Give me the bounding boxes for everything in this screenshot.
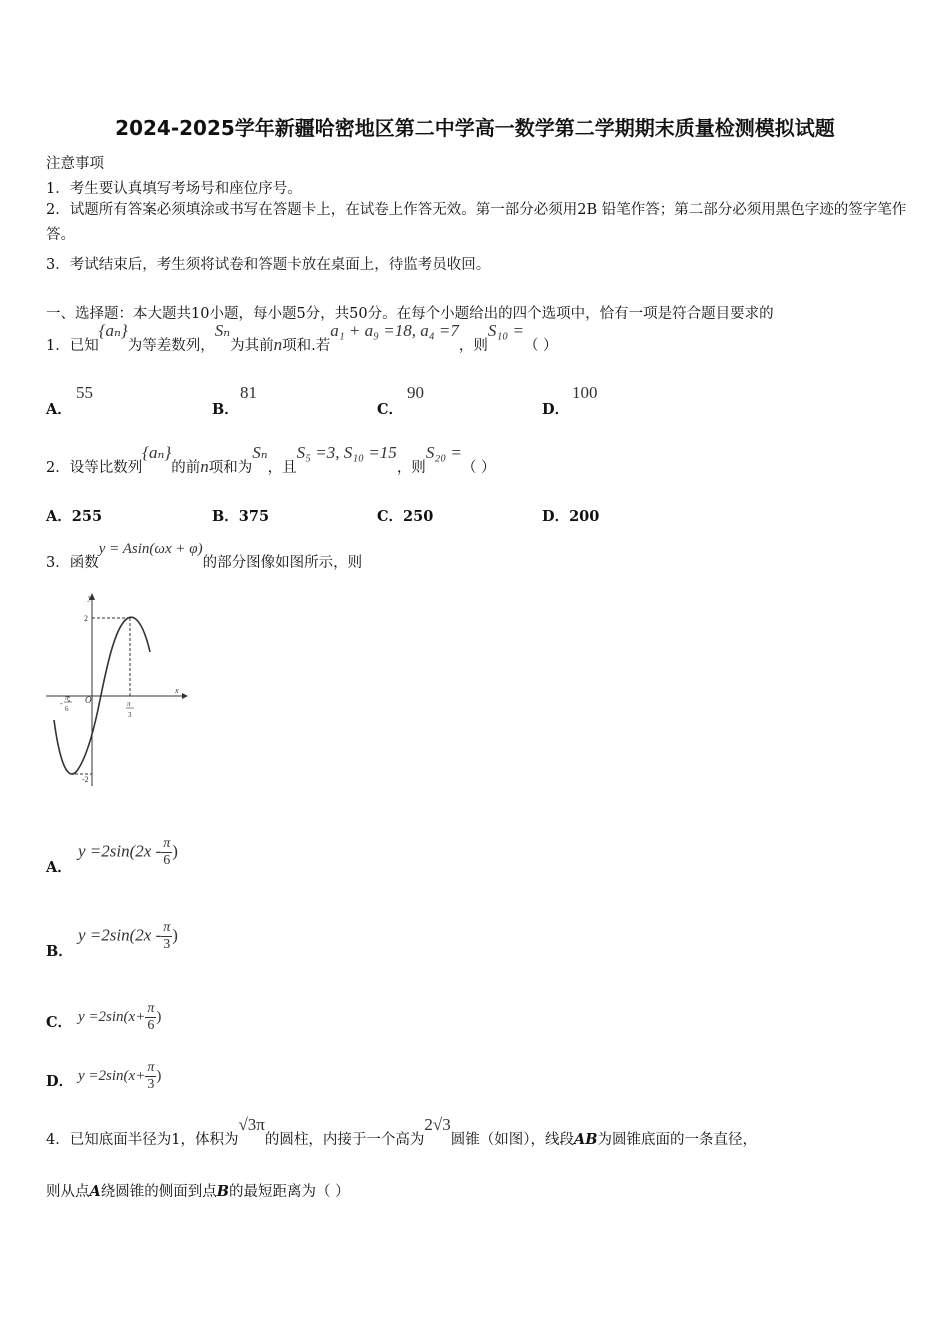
section-heading: 一、选择题：本大题共10小题，每小题5分，共50分。在每个小题给出的四个选项中，恰有一项是符合题目要求的 [46, 306, 774, 322]
notice-item-2: 2．试题所有答案必须填涂或书写在答题卡上，在试卷上作答无效。第一部分必须用2B 铅笔作答；第二部分必须用黑色字迹的签字笔作答。 [46, 202, 907, 243]
q2-sequence: {aₙ} [142, 443, 172, 462]
q4-volume: √3π [238, 1115, 265, 1134]
q1-option-d-value: 100 [572, 383, 598, 402]
q2-ask: S₂₀ = [425, 443, 462, 462]
q1-sequence: {aₙ} [98, 321, 128, 340]
question-1: 1．已知{aₙ}为等差数列，Sₙ为其前n项和.若a₁ + a₉ =18, a₄ =7，则S₁₀ =（ ） [46, 321, 558, 354]
q1-option-c-value: 90 [407, 383, 424, 402]
q3-option-a-expr: y =2sin(2x - $\frac{\pi}{6}$ ) [78, 836, 178, 868]
q3-option-d-expr: y =2sin(x+ $\frac{\pi}{3}$ ) [78, 1060, 162, 1092]
q2-option-c: C．250 [377, 508, 434, 525]
q1-condition: a₁ + a₉ =18, a₄ =7 [330, 321, 459, 340]
q1-option-c-label: C． [377, 401, 404, 418]
q2-option-b: B．375 [212, 508, 270, 525]
y-axis-label: y [88, 593, 92, 602]
x-left-num: π [65, 694, 69, 702]
q4-height: 2√3 [424, 1115, 451, 1134]
notice-heading: 注意事项 [46, 156, 104, 172]
q1-option-b-value: 81 [240, 383, 257, 402]
question-2: 2．设等比数列{aₙ}的前n项和为Sₙ，且S₅ =3, S₁₀ =15，则S₂₀ =（ ） [46, 443, 496, 476]
q1-option-b-label: B． [212, 401, 239, 418]
q1-option-d-label: D． [542, 401, 570, 418]
q2-sum: Sₙ [252, 443, 268, 462]
notice-item-1: 1．考生要认真填写考场号和座位序号。 [46, 181, 302, 197]
x-right-den: 3 [128, 711, 132, 719]
q3-option-c-expr: y =2sin(x+ $\frac{\pi}{6}$ ) [78, 1001, 162, 1033]
x-axis-label: x [175, 686, 179, 695]
q3-option-a-label: A． [46, 859, 72, 876]
q3-option-d-label: D． [46, 1073, 74, 1090]
x-axis-arrow [182, 693, 188, 699]
q1-sum: Sₙ [214, 321, 231, 340]
q3-option-b-label: B． [46, 943, 73, 960]
q2-option-d: D．200 [542, 508, 600, 525]
x-left-den: 6 [65, 705, 69, 713]
q1-option-a-value: 55 [76, 383, 93, 402]
q3-sine-graph [44, 590, 190, 790]
ymax-label: 2 [84, 614, 88, 623]
q1-ask: S₁₀ = [487, 321, 524, 340]
exam-title: 2024-2025学年新疆哈密地区第二中学高一数学第二学期期末质量检测模拟试题 [115, 116, 835, 140]
ymin-label: -2 [82, 775, 89, 784]
x-left-sign: - [60, 699, 63, 708]
x-right-num: π [127, 700, 131, 708]
q2-option-a: A．255 [46, 508, 103, 525]
q2-condition: S₅ =3, S₁₀ =15 [296, 443, 397, 462]
notice-item-3: 3．考试结束后，考生须将试卷和答题卡放在桌面上，待监考员收回。 [46, 257, 491, 273]
q3-option-b-expr: y =2sin(2x - $\frac{\pi}{3}$ ) [78, 920, 178, 952]
q1-option-a-label: A． [46, 401, 72, 418]
question-4-line-2: 则从点A绕圆锥的侧面到点B的最短距离为（ ） [46, 1183, 350, 1200]
origin-label: O [85, 695, 92, 705]
question-4-line-1: 4．已知底面半径为1，体积为√3π的圆柱，内接于一个高为2√3圆锥（如图），线段AB为圆锥底面的一条直径， [46, 1115, 757, 1148]
q3-function: y = Asin(ωx + φ) [98, 541, 203, 557]
q3-option-c-label: C． [46, 1014, 73, 1031]
question-3: 3．函数y = Asin(ωx + φ)的部分图像如图所示，则 [46, 541, 363, 571]
